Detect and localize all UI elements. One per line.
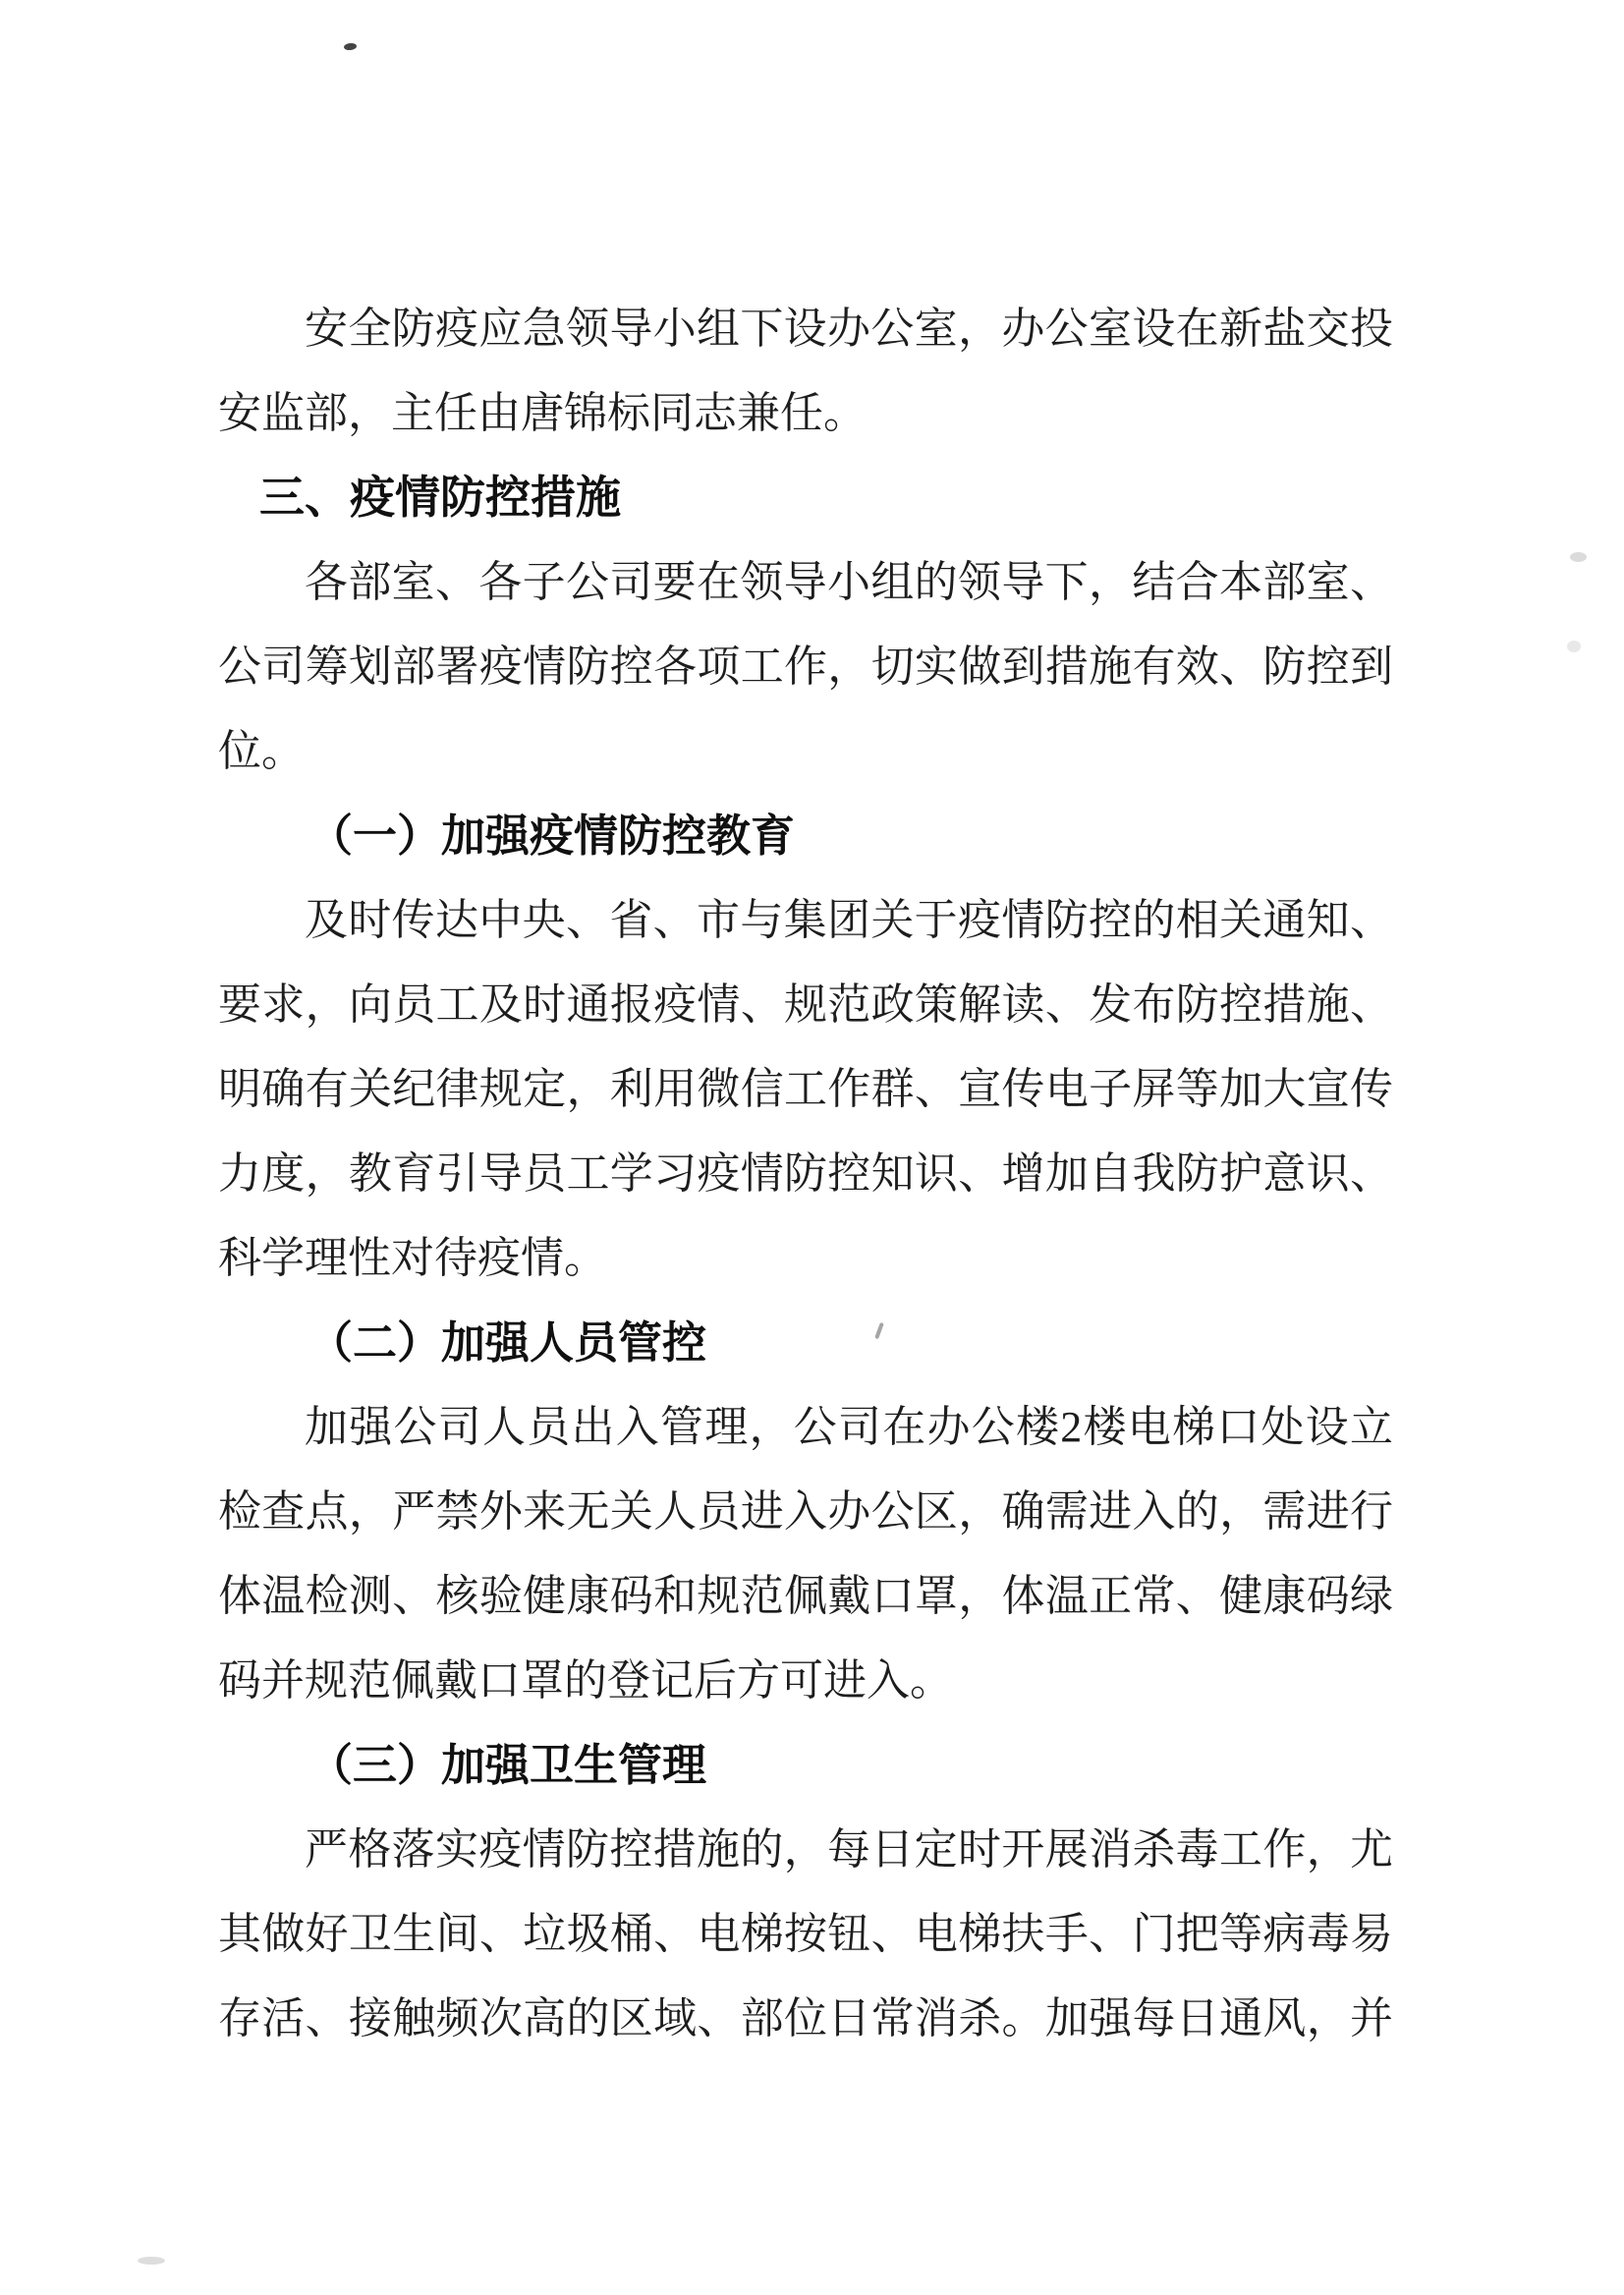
text-line: 存活、接触频次高的区域、部位日常消杀。加强每日通风，并: [218, 1994, 1393, 2043]
heading-section-three: 三、疫情防控措施: [259, 473, 621, 523]
text-line: 安监部，主任由唐锦标同志兼任。: [218, 389, 867, 437]
scan-artifact-ink-dot: [344, 42, 358, 50]
text-line: 码并规范佩戴口罩的登记后方可进入。: [218, 1656, 953, 1705]
text-line: 科学理性对待疫情。: [218, 1234, 607, 1282]
text-line: 严格落实疫情防控措施的，每日定时开展消杀毒工作，尤: [305, 1825, 1393, 1874]
text-line: 加强公司人员出入管理，公司在办公楼2楼电梯口处设立: [305, 1403, 1393, 1451]
text-line: 力度，教育引导员工学习疫情防控知识、增加自我防护意识、: [218, 1149, 1393, 1198]
text-line: 体温检测、核验健康码和规范佩戴口罩，体温正常、健康码绿: [218, 1572, 1393, 1620]
text-line: 位。: [218, 727, 305, 775]
text-line: 安全防疫应急领导小组下设办公室，办公室设在新盐交投: [305, 305, 1393, 353]
text-line: 其做好卫生间、垃圾桶、电梯按钮、电梯扶手、门把等病毒易: [218, 1910, 1393, 1958]
scan-artifact-smudge: [138, 2257, 165, 2265]
heading-sub-one: （一）加强疫情防控教育: [308, 812, 796, 861]
heading-sub-three: （三）加强卫生管理: [308, 1741, 707, 1790]
scan-artifact-smudge: [1570, 552, 1587, 562]
text-line: 检查点，严禁外来无关人员进入办公区，确需进入的，需进行: [218, 1487, 1393, 1536]
scan-artifact-smudge: [1567, 641, 1581, 652]
document-text-block: [218, 287, 1393, 2061]
text-line: 要求，向员工及时通报疫情、规范政策解读、发布防控措施、: [218, 980, 1393, 1029]
text-line: 公司筹划部署疫情防控各项工作，切实做到措施有效、防控到: [218, 643, 1393, 691]
text-line: 各部室、各子公司要在领导小组的领导下，结合本部室、: [305, 558, 1393, 606]
heading-sub-two: （二）加强人员管控: [308, 1318, 707, 1368]
text-line: 及时传达中央、省、市与集团关于疫情防控的相关通知、: [305, 896, 1393, 944]
text-line: 明确有关纪律规定，利用微信工作群、宣传电子屏等加大宣传: [218, 1065, 1393, 1113]
